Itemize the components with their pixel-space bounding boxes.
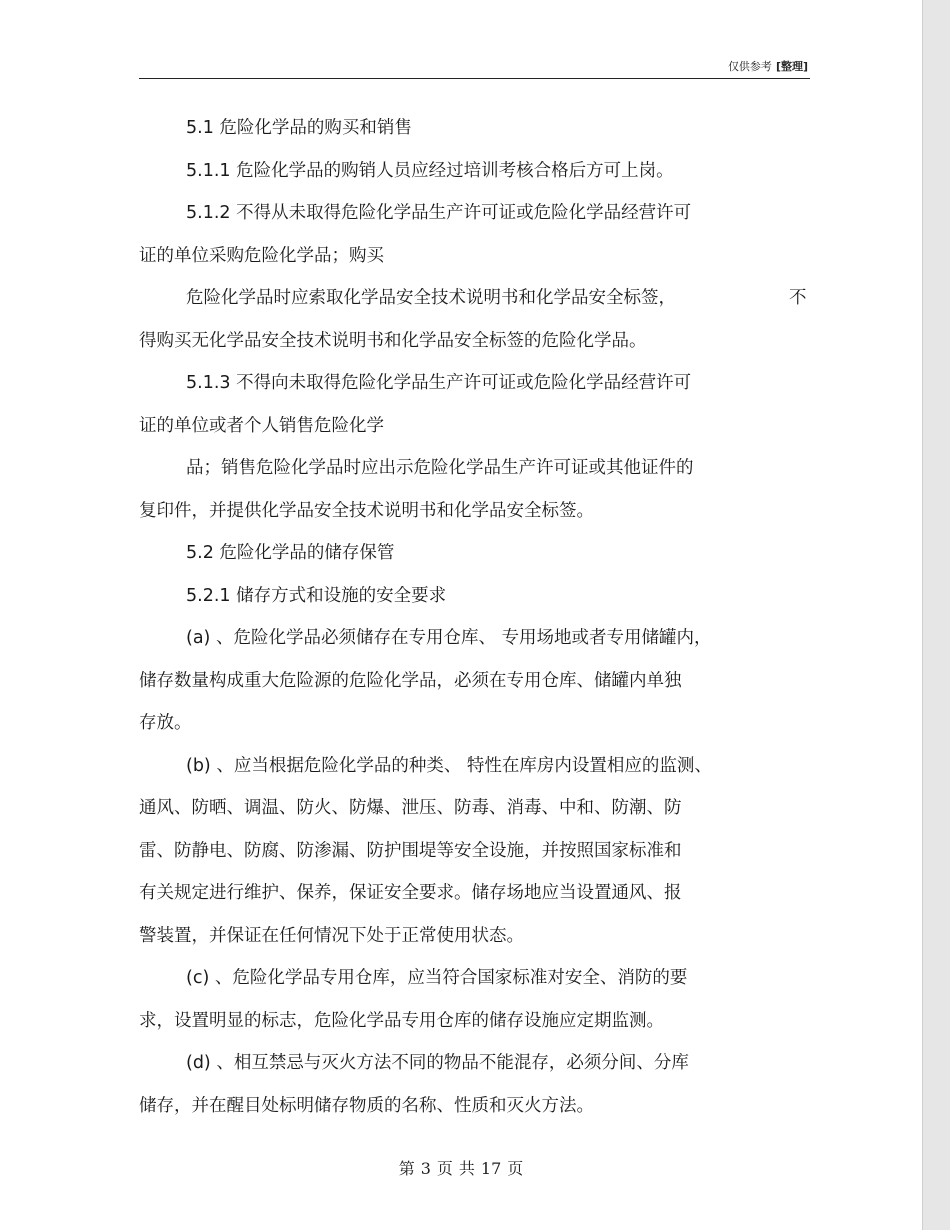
paragraph-line xyxy=(139,283,819,326)
paragraph-line: 警装置，并保证在任何情况下处于正常使用状态。 xyxy=(139,925,524,946)
footer-page-number: 3 xyxy=(420,1159,431,1178)
footer-total-prefix: 共 xyxy=(458,1159,475,1178)
paragraph-line: 存放。 xyxy=(139,713,192,733)
footer-prefix: 第 xyxy=(398,1159,415,1178)
paragraph-line: 5.1.1 危险化学品的购销人员应经过培训考核合格后方可上岗。 xyxy=(186,160,674,181)
paragraph-line: (b) 、应当根据危险化学品的种类、 特性在库房内设置相应的监测、 xyxy=(186,755,712,776)
paragraph-line: (d) 、相互禁忌与灭火方法不同的物品不能混存，必须分间、分库 xyxy=(186,1053,689,1073)
section-heading-5-2-1: 5.2.1 储存方式和设施的安全要求 xyxy=(186,585,447,606)
paragraph-line: 储存，并在醒目处标明储存物质的名称、性质和灭火方法。 xyxy=(139,1095,594,1116)
paragraph-line: 储存数量构成重大危险源的危险化学品，必须在专用仓库、储罐内单独 xyxy=(139,670,682,691)
page-footer xyxy=(0,1156,922,1179)
document-body xyxy=(139,113,819,1133)
paragraph-line: 得购买无化学品安全技术说明书和化学品安全标签的危险化学品。 xyxy=(139,330,647,351)
paragraph-line-text: 危险化学品时应索取化学品安全技术说明书和化学品安全标签， xyxy=(186,288,676,308)
paragraph-line: 证的单位或者个人销售危险化学 xyxy=(139,415,384,436)
paragraph-line: 通风、防晒、调温、防火、防爆、泄压、防毒、消毒、中和、防潮、防 xyxy=(139,798,682,818)
page-header xyxy=(139,52,810,79)
paragraph-line: 品；销售危险化学品时应出示危险化学品生产许可证或其他证件的 xyxy=(186,458,694,478)
paragraph-line: 证的单位采购危险化学品；购买 xyxy=(139,245,384,266)
paragraph-line: 5.1.3 不得向未取得危险化学品生产许可证或危险化学品经营许可 xyxy=(186,373,692,393)
paragraph-line: 有关规定进行维护、保养，保证安全要求。储存场地应当设置通风、报 xyxy=(139,883,682,903)
section-heading-5-1: 5.1 危险化学品的购买和销售 xyxy=(186,118,412,138)
header-note xyxy=(728,58,808,74)
paragraph-line-tail: 不 xyxy=(789,288,807,308)
paragraph-line: 5.1.2 不得从未取得危险化学品生产许可证或危险化学品经营许可 xyxy=(186,203,692,223)
section-heading-5-2: 5.2 危险化学品的储存保管 xyxy=(186,543,395,563)
header-note-text: 仅供参考 xyxy=(727,60,772,73)
paragraph-line: 复印件，并提供化学品安全技术说明书和化学品安全标签。 xyxy=(139,500,594,521)
paragraph-line: 雷、防静电、防腐、防渗漏、防护围堤等安全设施，并按照国家标准和 xyxy=(139,840,682,861)
paragraph-line: (c) 、危险化学品专用仓库，应当符合国家标准对安全、消防的要 xyxy=(186,968,688,988)
paragraph-line: (a) 、危险化学品必须储存在专用仓库、 专用场地或者专用储罐内， xyxy=(186,628,712,648)
header-tag: [整理] xyxy=(775,60,808,73)
paragraph-line: 求，设置明显的标志，危险化学品专用仓库的储存设施应定期监测。 xyxy=(139,1010,664,1031)
footer-total-pages: 17 xyxy=(480,1159,502,1178)
footer-page-word: 页 xyxy=(436,1159,453,1178)
footer-total-word: 页 xyxy=(507,1159,524,1178)
